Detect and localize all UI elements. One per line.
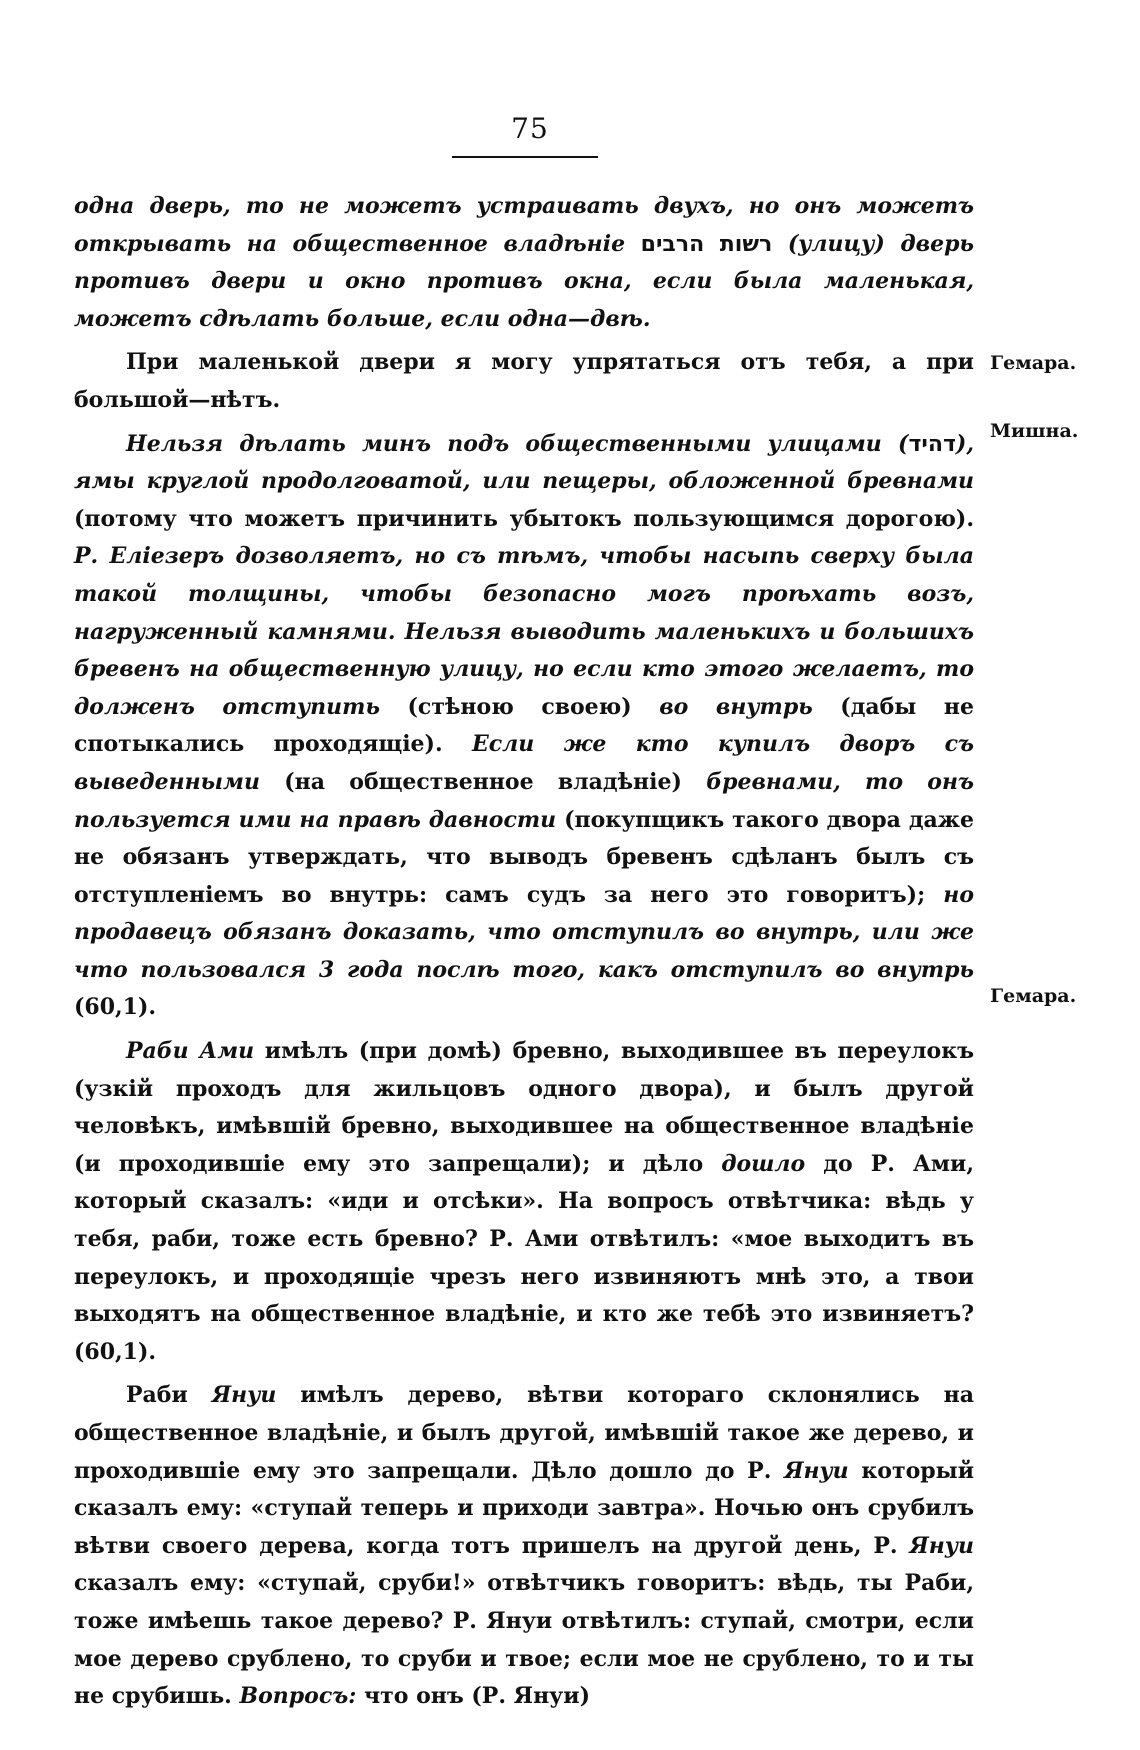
paragraph-gemara-1 bbox=[74, 344, 974, 419]
text-span: имѣлъ дерево, вѣтви котораго склонялись на общественное владѣніе, и былъ другой, имѣвшій такое же дерево, и проходившіе ему это запрещали. Дѣло дошло до Р. bbox=[74, 1382, 974, 1484]
text-span: до Р. Ами, который сказалъ: «иди и отсѣки». На вопросъ отвѣтчика: вѣдь у тебя, раби, тоже есть бревно? Р. Ами отвѣтилъ: «мое выходитъ въ переулокъ, и проходящіе чрезъ него извиняютъ мнѣ это, а твои выходятъ на общественное владѣніе, и кто же тебѣ это извиняетъ? (60,1). bbox=[74, 1150, 974, 1365]
paragraph-mishna-continuation bbox=[74, 188, 974, 338]
text-span: Януи bbox=[909, 1532, 974, 1559]
text-span: Нельзя дѣлать минъ подъ общественными улицами ( bbox=[126, 430, 909, 457]
hebrew-term: רשות הרבים bbox=[640, 231, 773, 257]
text-span: Раби Ами bbox=[126, 1038, 255, 1065]
margin-note-gemara: Гемара. bbox=[990, 352, 1077, 374]
text-span: одна дверь, то не можетъ устраивать двухъ, но онъ можетъ открывать на общественное владѣніе bbox=[74, 193, 974, 257]
text-span: (стѣною своею) bbox=[379, 693, 660, 720]
text-span: Раби bbox=[126, 1382, 212, 1409]
text-span: бревнами, то онъ пользуется ими на правѣ давности bbox=[74, 768, 974, 833]
text-span: (покупщикъ такого двора даже не обязанъ утверждать, что выводъ бревенъ сдѣланъ былъ съ отступленіемъ во внутрь: самъ судъ за него это говоритъ); bbox=[74, 806, 974, 908]
text-span: Януи bbox=[211, 1382, 277, 1409]
text-span: (60,1). bbox=[74, 994, 157, 1021]
paragraph-gemara-3 bbox=[74, 1377, 974, 1715]
margin-note-gemara-2: Гемара. bbox=[990, 985, 1077, 1007]
page-number: 75 bbox=[511, 112, 549, 145]
text-span: что онъ (Р. Януи) bbox=[356, 1683, 590, 1710]
text-span: (потому что можетъ причинить убытокъ пользующимся дорогою). bbox=[74, 505, 974, 532]
page-body bbox=[74, 188, 974, 1722]
text-span: При маленькой двери я могу упрятаться отъ тебя, а при большой—нѣтъ. bbox=[74, 349, 974, 413]
header-rule bbox=[452, 156, 598, 158]
text-span: дошло bbox=[721, 1150, 806, 1177]
text-span: (на общественное владѣніе) bbox=[259, 768, 707, 795]
text-span: во внутрь bbox=[659, 693, 813, 720]
paragraph-gemara-2 bbox=[74, 1033, 974, 1371]
text-span: Если же кто купилъ дворъ съ выведенными bbox=[74, 731, 974, 795]
margin-note-mishna: Мишна. bbox=[990, 420, 1079, 442]
hebrew-term: דהיד bbox=[908, 431, 956, 457]
text-span: ), ямы круглой продолговатой, или пещеры, обложенной бревнами bbox=[74, 430, 974, 495]
text-span: Р. Еліезеръ дозволяетъ, но съ тѣмъ, чтобы насыпь сверху была такой толщины, чтобы безопасно могъ проѣхать возъ, нагруженный камнями. Нельзя выводить маленькихъ и большихъ бревенъ на общественную улицу, но если кто этого желаетъ, то долженъ отступить bbox=[74, 543, 974, 720]
text-span: имѣлъ (при домѣ) бревно, выходившее въ переулокъ (узкій проходъ для жильцовъ одного двора), и былъ другой человѣкъ, имѣвшій бревно, выходившее на общественное владѣніе (и проходившіе ему это запрещали); и дѣло bbox=[74, 1038, 974, 1177]
text-span: сказалъ ему: «ступай, сруби!» отвѣтчикъ говоритъ: вѣдь, ты Раби, тоже имѣешь такое дерево? Р. Януи отвѣтилъ: ступай, смотри, если мое дерево срублено, то сруби и твое; если мое не срублено, то и ты не срубишь. bbox=[74, 1570, 974, 1710]
text-span: Вопросъ: bbox=[239, 1683, 357, 1710]
text-span: Януи bbox=[784, 1457, 849, 1484]
text-span: который сказалъ ему: «ступай теперь и приходи завтра». Ночью онъ срубилъ вѣтви своего дерева, когда тотъ пришелъ на другой день, Р. bbox=[74, 1457, 975, 1559]
text-span: (улицу) дверь противъ двери и окно противъ окна, если была маленькая, можетъ сдѣлать больше, если одна—двѣ. bbox=[74, 230, 974, 332]
paragraph-mishna bbox=[74, 426, 974, 1028]
text-span: но продавецъ обязанъ доказать, что отступилъ во внутрь, или же что пользовался 3 года послѣ того, какъ отступилъ во внутрь bbox=[74, 881, 974, 983]
text-span: (дабы не спотыкались проходящіе). bbox=[74, 693, 975, 758]
